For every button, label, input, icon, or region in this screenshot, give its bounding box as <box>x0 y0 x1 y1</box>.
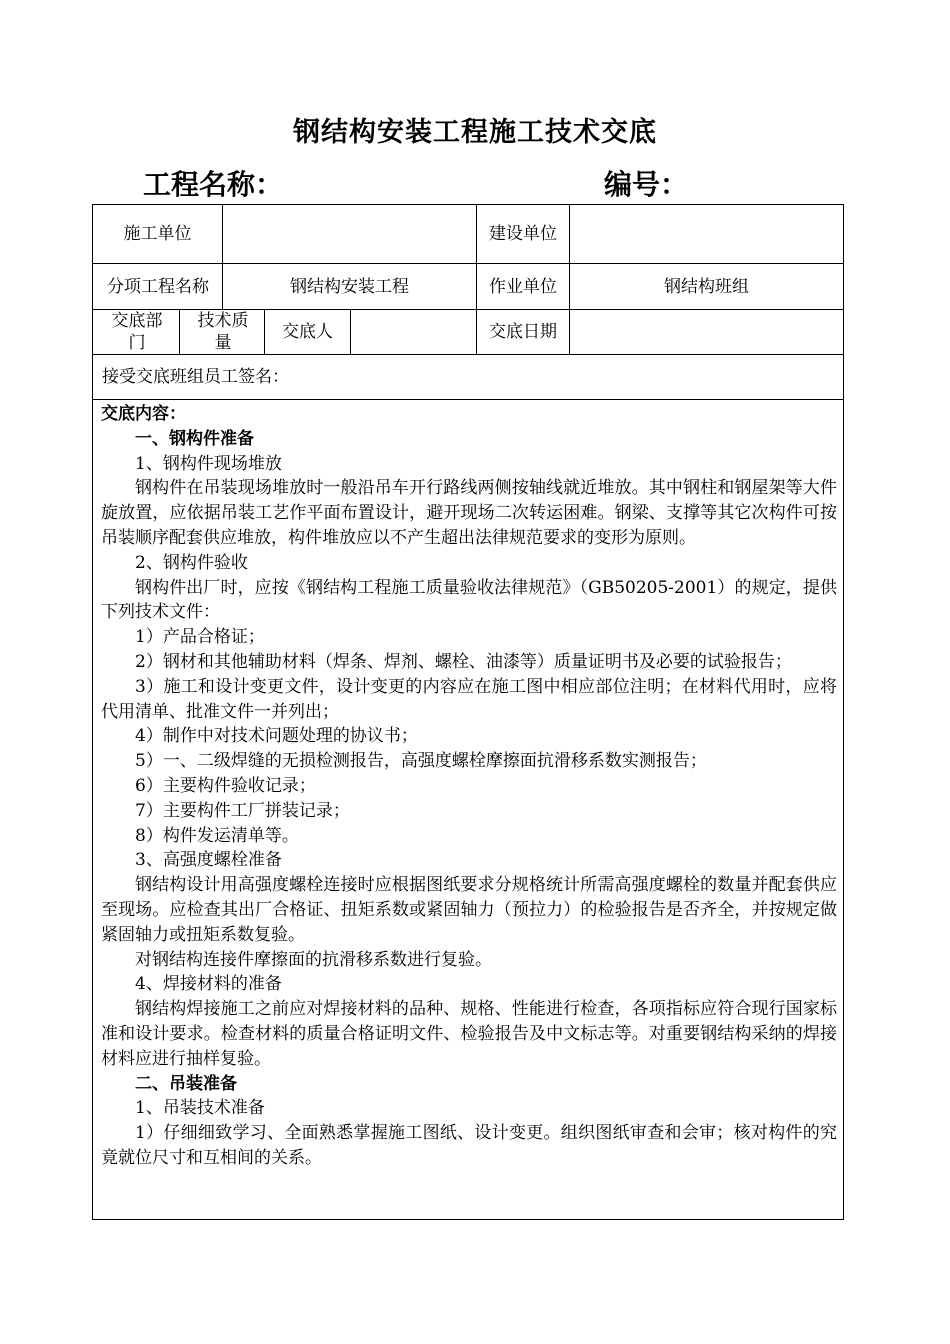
work-unit-label: 作业单位 <box>489 276 557 297</box>
content-paragraph: 钢构件出厂时，应按《钢结构工程施工质量验收法律规范》（GB50205-2001）的规定，提供下列技术文件： <box>101 577 837 623</box>
construction-unit-field[interactable] <box>223 205 476 263</box>
date-field[interactable] <box>570 310 843 354</box>
content-paragraph: 1）仔细细致学习、全面熟悉掌握施工图纸、设计变更。组织图纸审查和会审；核对构件的究竟就位尺寸和互相间的关系。 <box>101 1123 837 1168</box>
content-paragraph: 2）钢材和其他辅助材料（焊条、焊剂、螺栓、油漆等）质量证明书及必要的试验报告； <box>135 651 792 672</box>
content-paragraph: 3、高强度螺栓准备 <box>135 850 282 871</box>
content-paragraph: 钢构件在吊装现场堆放时一般沿吊车开行路线两侧按轴线就近堆放。其中钢柱和钢屋架等大件旋放置，应依据吊装工艺作平面布置设计，避开现场二次转运困难。钢梁、支撑等其它次构件可按吊装顺序配套供应堆放，构件堆放应以不产生超出法律规范要求的变形为原则。 <box>101 478 837 548</box>
content-paragraph: 7）主要构件工厂拼装记录； <box>135 800 350 821</box>
work-unit-field[interactable]: 钢结构班组 <box>664 276 749 297</box>
content-paragraph: 1、钢构件现场堆放 <box>135 453 282 474</box>
column-divider <box>179 309 180 354</box>
content-paragraph: 2、钢构件验收 <box>135 552 248 573</box>
owner-unit-label: 建设单位 <box>489 224 557 244</box>
content-paragraph: 5）一、二级焊缝的无损检测报告，高强度螺栓摩擦面抗滑移系数实测报告； <box>135 751 707 772</box>
disclosure-form <box>92 204 844 1220</box>
content-paragraphs <box>101 427 837 1171</box>
row-divider <box>93 399 843 400</box>
discloser-field[interactable] <box>351 310 476 354</box>
content-paragraph: 1）产品合格证； <box>135 627 265 648</box>
section-heading: 二、吊装准备 <box>135 1073 237 1094</box>
date-label: 交底日期 <box>489 322 557 342</box>
number-label: 编号： <box>604 168 689 201</box>
content-paragraph: 8）构件发运清单等。 <box>135 825 299 846</box>
content-paragraph: 4）制作中对技术问题处理的协议书； <box>135 726 418 747</box>
section-heading: 一、钢构件准备 <box>135 428 254 449</box>
disclosure-content <box>101 402 837 1171</box>
content-paragraph: 3）施工和设计变更文件，设计变更的内容应在施工图中相应部位注明；在材料代用时，应将代用清单、批准文件一并列出； <box>101 676 837 722</box>
construction-unit-label: 施工单位 <box>123 224 192 244</box>
project-name-label: 工程名称： <box>143 168 284 201</box>
discloser-label: 交底人 <box>282 322 333 342</box>
content-paragraph: 钢结构焊接施工之前应对焊接材料的品种、规格、性能进行检查，各项指标应符合现行国家标准和设计要求。检查材料的质量合格证明文件、检验报告及中文标志等。对重要钢结构采纳的焊接材料应进行抽样复验。 <box>101 999 837 1069</box>
content-paragraph: 钢结构设计用高强度螺栓连接时应根据图纸要求分规格统计所需高强度螺栓的数量并配套供应至现场。应检查其出厂合格证、扭矩系数或紧固轴力（预拉力）的检验报告是否齐全，并按规定做紧固轴力或扭矩系数复验。 <box>101 875 837 945</box>
document-title: 钢结构安装工程施工技术交底 <box>293 117 657 148</box>
sub-project-field[interactable]: 钢结构安装工程 <box>290 276 409 297</box>
content-paragraph: 1、吊装技术准备 <box>135 1098 265 1119</box>
content-paragraph: 4、焊接材料的准备 <box>135 974 282 995</box>
sub-project-label: 分项工程名称 <box>107 276 209 297</box>
owner-unit-field[interactable] <box>570 205 843 263</box>
signature-label: 接受交底班组员工签名： <box>102 367 289 387</box>
dept-field[interactable]: 技术质量 <box>197 311 249 353</box>
dept-label: 交底部门 <box>111 311 163 353</box>
content-paragraph: 对钢结构连接件摩擦面的抗滑移系数进行复验。 <box>135 949 492 970</box>
content-paragraph: 6）主要构件验收记录； <box>135 775 316 796</box>
content-heading: 交底内容： <box>101 404 186 424</box>
